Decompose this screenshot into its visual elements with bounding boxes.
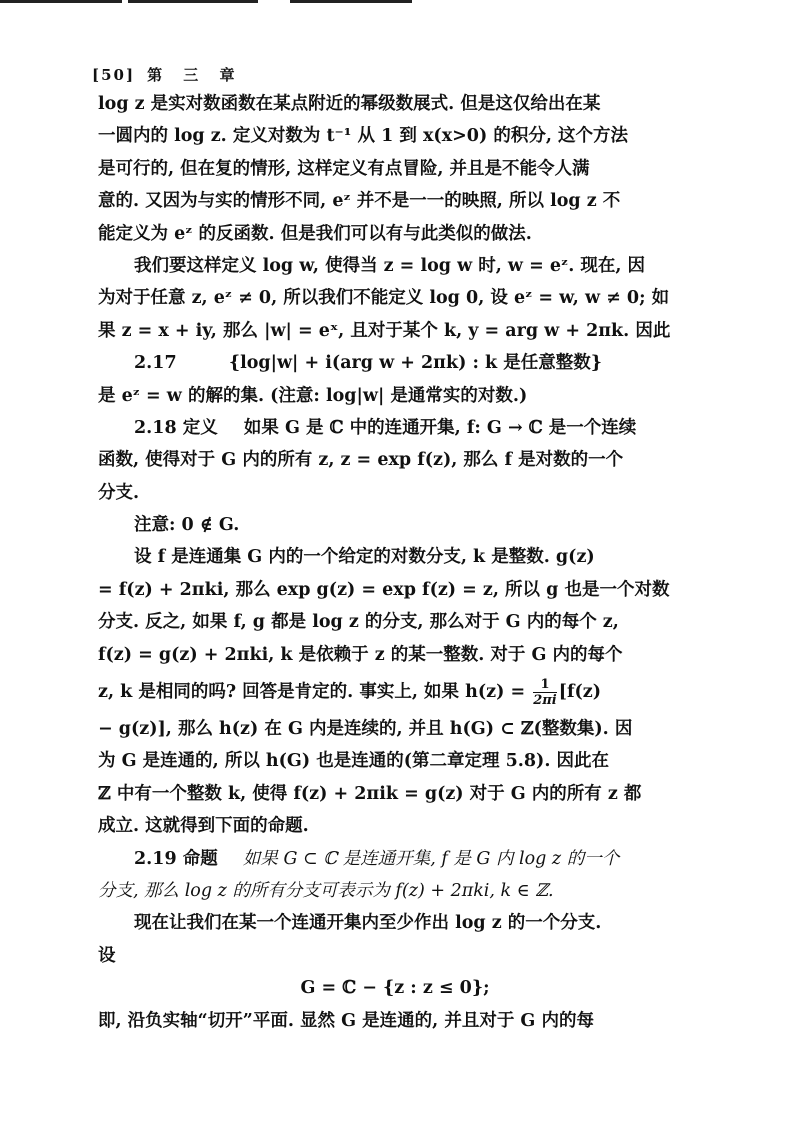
text-line: 分支, 那么 log z 的所有分支可表示为 f(z) + 2πki, k ∈ ℤ. — [98, 880, 554, 901]
fraction — [533, 677, 557, 708]
text-line: 为对于任意 z, eᶻ ≠ 0, 所以我们不能定义 log 0, 设 eᶻ = w, w ≠ 0; 如 — [98, 288, 670, 309]
fraction-numerator: 1 — [533, 677, 557, 693]
text-line: 一圆内的 log z. 定义对数为 t⁻¹ 从 1 到 x(x>0) 的积分, 这个方法 — [98, 126, 629, 147]
chapter-title: 第 三 章 — [147, 66, 243, 84]
page-number: [50] — [92, 66, 136, 84]
text-segment: z, k 是相同的吗? 回答是肯定的. 事实上, 如果 h(z) = — [98, 682, 532, 703]
text-line: 能定义为 eᶻ 的反函数. 但是我们可以有与此类似的做法. — [98, 223, 532, 244]
text-line: = f(z) + 2πki, 那么 exp g(z) = exp f(z) = z, 所以 g 也是一个对数 — [98, 579, 670, 600]
text-line: f(z) = g(z) + 2πki, k 是依赖于 z 的某一整数. 对于 G 内的每个 — [98, 644, 623, 665]
text-line: log z 是实对数函数在某点附近的幂级数展式. 但是这仅给出在某 — [98, 94, 601, 114]
text-line: 现在让我们在某一个连通开集内至少作出 log z 的一个分支. — [134, 913, 602, 934]
scan-edge-mark — [128, 0, 258, 3]
equation-2-17-line — [98, 347, 692, 379]
text-line: 即, 沿负实轴“切开”平面. 显然 G 是连通的, 并且对于 G 内的每 — [98, 1010, 594, 1031]
proposition-label: 2.19 命题 — [134, 848, 218, 869]
scan-edge-mark — [0, 0, 122, 3]
text-line: ℤ 中有一个整数 k, 使得 f(z) + 2πik = g(z) 对于 G 内的所有 z 都 — [98, 783, 642, 804]
page-header — [92, 64, 243, 85]
text-line: 我们要这样定义 log w, 使得当 z = log w 时, w = eᶻ. 现在, 因 — [134, 255, 646, 276]
proposition-text: 如果 G ⊂ ℂ 是连通开集, f 是 G 内 log z 的一个 — [242, 848, 620, 869]
definition-2-18-line — [98, 412, 692, 444]
text-line: 是可行的, 但在复的情形, 这样定义有点冒险, 并且是不能令人满 — [98, 158, 590, 179]
text-line: 为 G 是连通的, 所以 h(G) 也是连通的(第二章定理 5.8). 因此在 — [98, 751, 610, 772]
text-line: 函数, 使得对于 G 内的所有 z, z = exp f(z), 那么 f 是对数的一个 — [98, 450, 624, 471]
text-segment: [f(z) — [558, 682, 602, 703]
definition-label: 2.18 定义 — [134, 417, 218, 438]
text-line: 意的. 又因为与实的情形不同, eᶻ 并不是一一的映照, 所以 log z 不 — [98, 191, 621, 212]
text-line: 分支. 反之, 如果 f, g 都是 log z 的分支, 那么对于 G 内的每个 z, — [98, 612, 619, 633]
display-equation: G = ℂ − {z : z ≤ 0}; — [300, 978, 490, 999]
equation-label: 2.17 — [134, 353, 177, 374]
definition-text: 如果 G 是 ℂ 中的连通开集, f: G → ℂ 是一个连续 — [243, 417, 637, 438]
text-line: 注意: 0 ∉ G. — [134, 515, 240, 536]
proposition-2-19-line — [98, 843, 692, 875]
fraction-denominator: 2πi — [533, 693, 557, 709]
text-line: − g(z)], 那么 h(z) 在 G 内是连续的, 并且 h(G) ⊂ ℤ(整数集). 因 — [98, 719, 633, 740]
scan-edge-mark — [290, 0, 412, 3]
text-line: 设 — [98, 945, 116, 966]
text-line: 分支. — [98, 482, 140, 503]
fraction-line — [98, 671, 692, 713]
text-line: 设 f 是连通集 G 内的一个给定的对数分支, k 是整数. g(z) — [134, 547, 595, 568]
text-line: 是 eᶻ = w 的解的集. (注意: log|w| 是通常实的对数.) — [98, 385, 528, 406]
text-line: 果 z = x + iy, 那么 |w| = eˣ, 且对于某个 k, y = arg w + 2πk. 因此 — [98, 320, 671, 341]
text-line: 成立. 这就得到下面的命题. — [98, 816, 309, 837]
page-body — [98, 88, 692, 1037]
equation-text: {log|w| + i(arg w + 2πk) : k 是任意整数} — [228, 353, 603, 374]
